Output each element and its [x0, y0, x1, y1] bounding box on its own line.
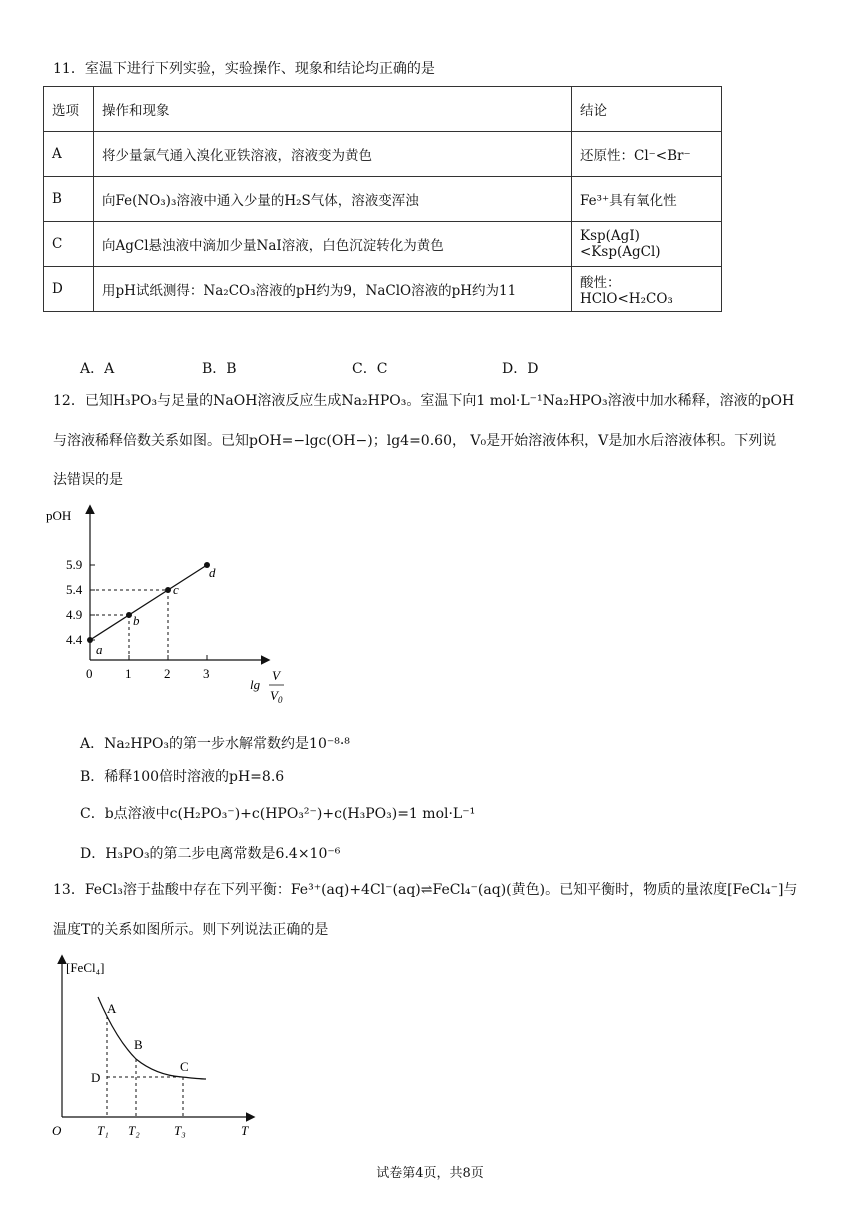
table-header-row — [44, 87, 722, 132]
point-label-b: b — [133, 613, 140, 628]
x-axis-label-lg: lg — [250, 677, 261, 692]
q13-stem-line2: 温度T的关系如图所示。则下列说法正确的是 — [53, 922, 329, 938]
q13-stem-line1: 13．FeCl₃溶于盐酸中存在下列平衡：Fe³⁺(aq)+4Cl⁻(aq)⇌FeCl₄⁻(aq)(黄色)。已知平衡时，物质的量浓度[FeCl₄⁻]与 — [53, 882, 798, 898]
page-footer: 试卷第4页，共8页 — [376, 1166, 484, 1181]
y-tick-label: 4.4 — [66, 632, 83, 647]
q11-stem: 11．室温下进行下列实验，实验操作、现象和结论均正确的是 — [53, 61, 435, 77]
table-row — [44, 222, 722, 267]
table-row — [44, 267, 722, 312]
x-axis-label: T — [241, 1123, 249, 1138]
q11-choice-c: C．C — [352, 361, 388, 377]
point-label-d: D — [91, 1070, 101, 1085]
row-operation: 用pH试纸测得：Na₂CO₃溶液的pH约为9，NaClO溶液的pH约为11 — [94, 267, 572, 312]
fecl4-chart — [40, 950, 270, 1145]
x-tick-t3: T₃ — [174, 1123, 186, 1138]
x-tick-label: 0 — [86, 666, 93, 681]
header-operation: 操作和现象 — [94, 87, 572, 132]
header-conclusion: 结论 — [572, 87, 722, 132]
origin-label: O — [52, 1123, 62, 1138]
poh-chart — [40, 500, 290, 715]
row-operation: 将少量氯气通入溴化亚铁溶液，溶液变为黄色 — [94, 132, 572, 177]
y-tick-label: 5.4 — [66, 582, 83, 597]
row-conclusion: Ksp(AgI)<Ksp(AgCl) — [572, 222, 722, 267]
row-conclusion: Fe³⁺具有氧化性 — [572, 177, 722, 222]
point-label-b: B — [134, 1037, 143, 1052]
q12-stem-line1: 12．已知H₃PO₃与足量的NaOH溶液反应生成Na₂HPO₃。室温下向1 mol·L⁻¹Na₂HPO₃溶液中加水稀释，溶液的pOH — [53, 393, 795, 409]
q12-choice-c: C．b点溶液中c(H₂PO₃⁻)+c(HPO₃²⁻)+c(H₃PO₃)=1 mol·L⁻¹ — [80, 806, 476, 822]
data-line — [90, 565, 207, 640]
row-conclusion: 还原性：Cl⁻<Br⁻ — [572, 132, 722, 177]
y-axis-label: [FeCl₄] — [66, 960, 105, 975]
point-label-a: a — [96, 642, 103, 657]
y-axis-label: pOH — [46, 508, 72, 523]
q11-choice-d: D．D — [502, 361, 539, 377]
table-row — [44, 132, 722, 177]
row-option: D — [44, 267, 94, 312]
point-label-d: d — [209, 565, 216, 580]
header-option: 选项 — [44, 87, 94, 132]
row-operation: 向AgCl悬浊液中滴加少量NaI溶液，白色沉淀转化为黄色 — [94, 222, 572, 267]
row-option: C — [44, 222, 94, 267]
q11-choice-b: B．B — [202, 361, 237, 377]
x-axis-label-v: V — [272, 668, 280, 683]
experiment-table — [43, 86, 722, 312]
x-axis-label-v0: $V_0$ — [270, 688, 283, 705]
x-tick-t1: T₁ — [97, 1123, 109, 1138]
data-point-a — [87, 637, 93, 643]
row-option: B — [44, 177, 94, 222]
y-tick-label: 4.9 — [66, 607, 83, 622]
data-point-b — [126, 612, 132, 618]
point-label-c: c — [173, 582, 179, 597]
x-tick-label: 1 — [125, 666, 132, 681]
q12-stem-line2: 与溶液稀释倍数关系如图。已知pOH=−lgc(OH−)；lg4=0.60， V₀是开始溶液体积，V是加水后溶液体积。下列说 — [53, 433, 777, 449]
row-operation: 向Fe(NO₃)₃溶液中通入少量的H₂S气体，溶液变浑浊 — [94, 177, 572, 222]
q12-choice-b: B．稀释100倍时溶液的pH=8.6 — [80, 769, 285, 785]
row-conclusion: 酸性：HClO<H₂CO₃ — [572, 267, 722, 312]
q12-choice-d: D．H₃PO₃的第二步电离常数是6.4×10⁻⁶ — [80, 846, 341, 862]
q12-choice-a: A．Na₂HPO₃的第一步水解常数约是10⁻⁸·⁸ — [80, 736, 350, 752]
x-tick-label: 2 — [164, 666, 171, 681]
table-row — [44, 177, 722, 222]
q11-choice-a: A．A — [80, 361, 115, 377]
point-label-c: C — [180, 1059, 189, 1074]
x-tick-t2: T₂ — [128, 1123, 140, 1138]
y-tick-label: 5.9 — [66, 557, 83, 572]
x-tick-label: 3 — [203, 666, 210, 681]
point-label-a: A — [107, 1001, 117, 1016]
q12-stem-line3: 法错误的是 — [53, 472, 123, 488]
row-option: A — [44, 132, 94, 177]
data-point-c — [165, 587, 171, 593]
